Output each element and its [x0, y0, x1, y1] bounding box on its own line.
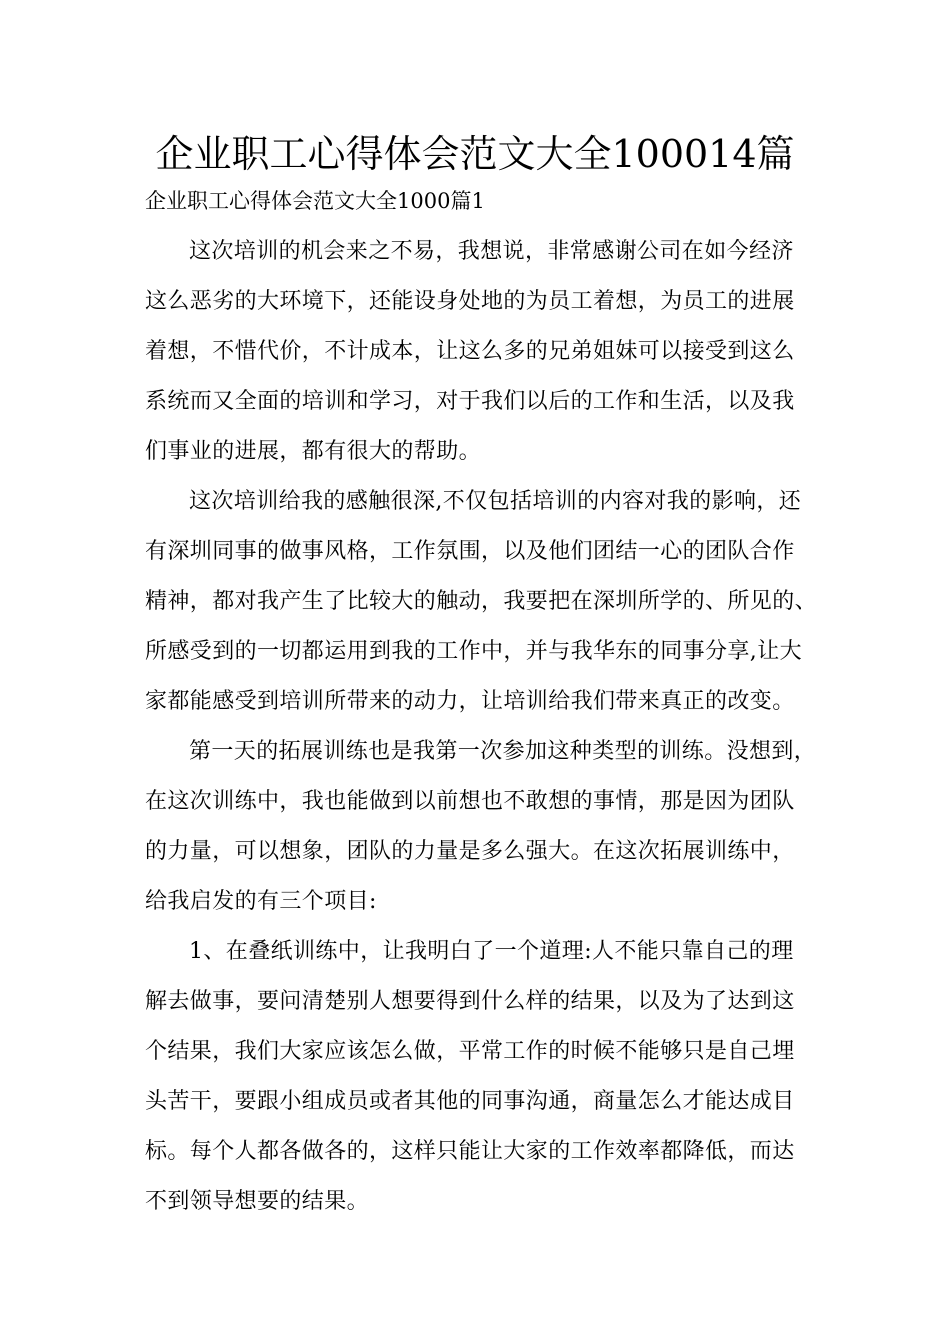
paragraph-4-line-5: 标。每个人都各做各的，这样只能让大家的工作效率都降低，而达: [145, 1139, 795, 1164]
paragraph-2-line-2: 有深圳同事的做事风格，工作氛围，以及他们团结一心的团队合作: [145, 539, 795, 564]
paragraph-1-line-5: 们事业的进展，都有很大的帮助。: [145, 439, 482, 464]
paragraph-1-line-2: 这么恶劣的大环境下，还能设身处地的为员工着想，为员工的进展: [145, 289, 795, 314]
paragraph-2-line-1: 这次培训给我的感触很深,不仅包括培训的内容对我的影响，还: [189, 489, 802, 514]
paragraph-4-line-3: 个结果，我们大家应该怎么做，平常工作的时候不能够只是自己埋: [145, 1039, 795, 1064]
paragraph-2-line-5: 家都能感受到培训所带来的动力，让培训给我们带来真正的改变。: [145, 689, 795, 714]
paragraph-1-line-4: 系统而又全面的培训和学习，对于我们以后的工作和生活，以及我: [145, 389, 795, 414]
paragraph-4-line-2: 解去做事，要问清楚别人想要得到什么样的结果，以及为了达到这: [145, 989, 795, 1014]
paragraph-2-line-4: 所感受到的一切都运用到我的工作中，并与我华东的同事分享,让大: [145, 639, 802, 664]
paragraph-4-line-1: 1、在叠纸训练中，让我明白了一个道理:人不能只靠自己的理: [189, 939, 794, 964]
paragraph-3-line-2: 在这次训练中，我也能做到以前想也不敢想的事情，那是因为团队: [145, 789, 795, 814]
document-subtitle: 企业职工心得体会范文大全1000篇1: [145, 189, 485, 213]
paragraph-2-line-3: 精神，都对我产生了比较大的触动，我要把在深圳所学的、所见的、: [145, 589, 818, 614]
paragraph-1-line-3: 着想，不惜代价，不计成本，让这么多的兄弟姐妹可以接受到这么: [145, 339, 795, 364]
paragraph-1-line-1: 这次培训的机会来之不易，我想说，非常感谢公司在如今经济: [189, 239, 794, 264]
paragraph-3-line-4: 给我启发的有三个项目:: [145, 889, 377, 914]
paragraph-3-line-3: 的力量，可以想象，团队的力量是多么强大。在这次拓展训练中，: [145, 839, 795, 864]
document-title: 企业职工心得体会范文大全100014篇: [155, 132, 795, 176]
paragraph-4-line-6: 不到领导想要的结果。: [145, 1189, 370, 1214]
paragraph-4-line-4: 头苦干，要跟小组成员或者其他的同事沟通，商量怎么才能达成目: [145, 1089, 795, 1114]
paragraph-3-line-1: 第一天的拓展训练也是我第一次参加这种类型的训练。没想到，: [189, 739, 817, 764]
